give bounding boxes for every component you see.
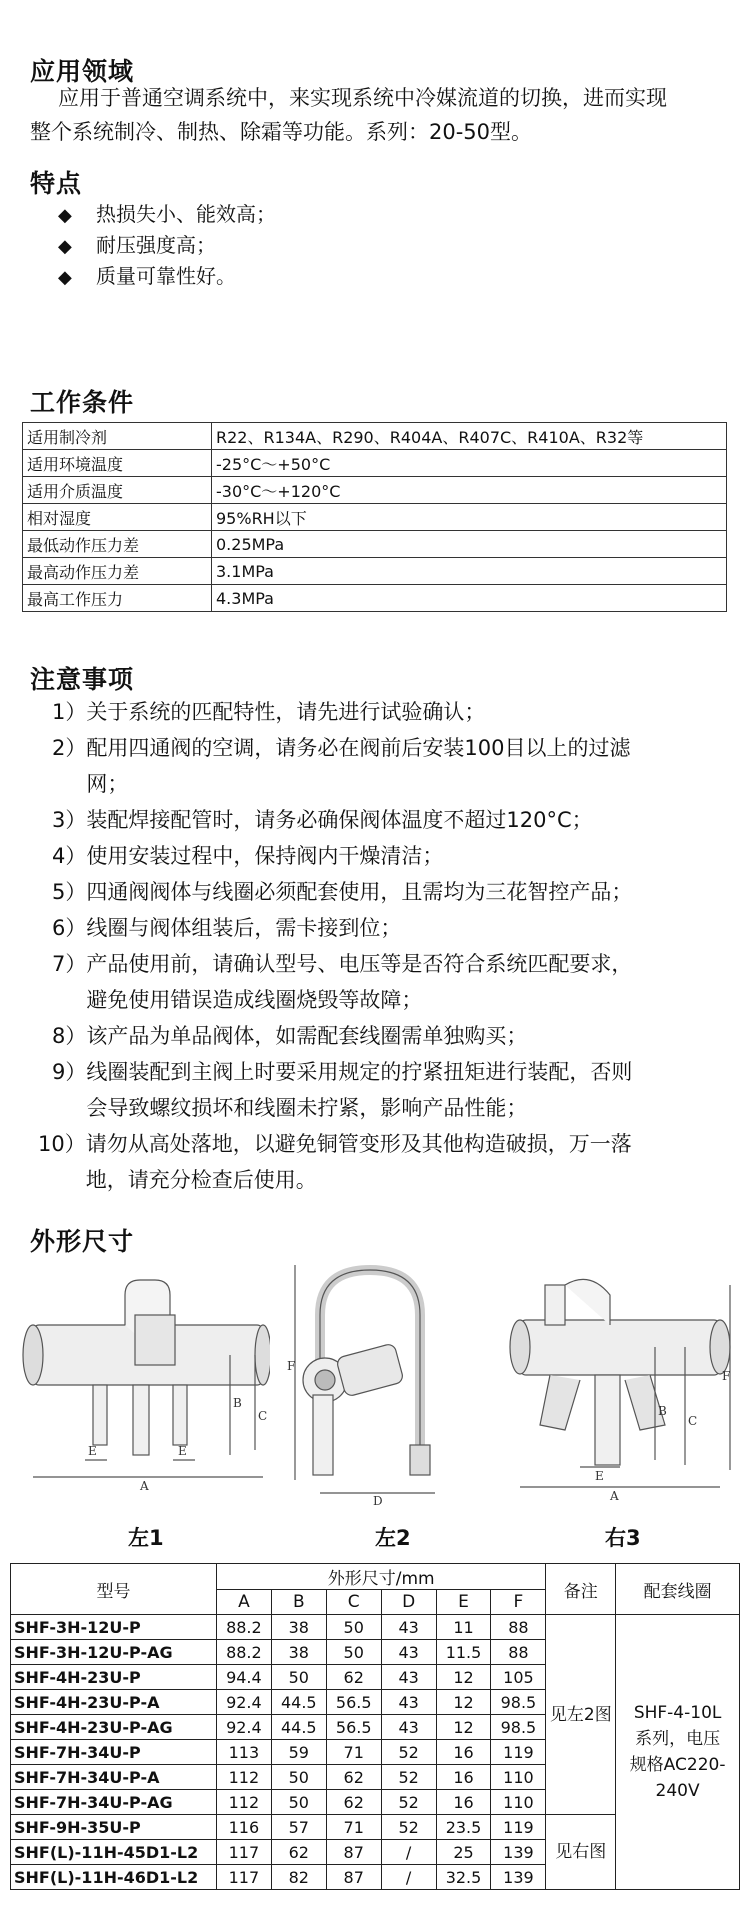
caption-left-1: 左1 [128, 1526, 164, 1550]
note-item: 6） 线圈与阀体组装后，需卡接到位； [52, 916, 402, 940]
conditions-table [22, 422, 727, 612]
header-dimensions: 外形尺寸/mm [216, 1564, 545, 1590]
table-row: SHF(L)-11H-45D1-L2 117 62 87 / 25 139 [11, 1840, 740, 1865]
table-row: SHF-9H-35U-P 116 57 71 52 23.5 119 见右图 [11, 1815, 740, 1840]
remark-see-right: 见右图 [546, 1815, 616, 1890]
note-item: 1） 关于系统的匹配特性，请先进行试验确认； [52, 700, 486, 724]
remark-see-left-2: 见左2图 [546, 1615, 616, 1815]
note-item: 2） 配用四通阀的空调，请务必在阀前后安装100目以上的过滤 网； [52, 736, 631, 796]
diamond-icon: ◆ [58, 236, 72, 257]
table-row: 适用制冷剂 R22、R134A、R290、R404A、R407C、R410A、R32等 [23, 423, 727, 450]
dim-label-a: A [610, 1489, 619, 1503]
table-header-row [11, 1564, 740, 1590]
table-row: SHF-3H-12U-P-AG 88.2 38 50 43 11.5 88 [11, 1640, 740, 1665]
note-item: 10） 请勿从高处落地，以避免铜管变形及其他构造破损，万一落 地，请充分检查后使用。 [38, 1132, 632, 1192]
note-item: 9） 线圈装配到主阀上时要采用规定的拧紧扭矩进行装配，否则 会导致螺纹损坏和线圈未拧紧，影响产品性能； [52, 1060, 633, 1120]
section-title-dimensions: 外形尺寸 [30, 1227, 135, 1256]
table-row: SHF-4H-23U-P-AG 92.4 44.5 56.5 43 12 98.5 [11, 1715, 740, 1740]
table-row: SHF-7H-34U-P-A 112 50 62 52 16 110 [11, 1765, 740, 1790]
dim-label-e: E [595, 1469, 604, 1483]
table-row: SHF-4H-23U-P-A 92.4 44.5 56.5 43 12 98.5 [11, 1690, 740, 1715]
table-row: 最高工作压力 4.3MPa [23, 585, 727, 612]
header-model: 型号 [11, 1564, 217, 1615]
feature-item-3: ◆ 质量可靠性好。 [58, 264, 236, 288]
section-title-notes: 注意事项 [30, 665, 135, 694]
dim-label-a: A [140, 1479, 149, 1493]
table-row: 最高动作压力差 3.1MPa [23, 558, 727, 585]
caption-left-2: 左2 [375, 1526, 411, 1550]
drawing-left-1 [15, 1255, 270, 1505]
coil-spec: SHF-4-10L 系列，电压 规格AC220- 240V [616, 1615, 740, 1890]
dim-label-e: E [88, 1444, 97, 1458]
spec-table [10, 1563, 740, 1890]
dim-label-f: F [287, 1359, 296, 1373]
header-remark: 备注 [546, 1564, 616, 1615]
application-line-1: 应用于普通空调系统中，来实现系统中冷媒流道的切换，进而实现 [58, 86, 667, 110]
note-item: 5） 四通阀阀体与线圈必须配套使用，且需均为三花智控产品； [52, 880, 633, 904]
note-item: 8） 该产品为单品阀体，如需配套线圈需单独购买； [52, 1024, 528, 1048]
table-row: 相对湿度 95%RH以下 [23, 504, 727, 531]
table-header-row: A B C D E F [11, 1590, 740, 1615]
dim-label-e2: E [178, 1444, 187, 1458]
table-row: SHF(L)-11H-46D1-L2 117 82 87 / 32.5 139 [11, 1865, 740, 1890]
dim-label-d: D [373, 1494, 383, 1505]
dim-label-b: B [658, 1404, 667, 1418]
table-row: SHF-7H-34U-P-AG 112 50 62 52 16 110 [11, 1790, 740, 1815]
feature-item-2: ◆ 耐压强度高； [58, 233, 216, 257]
table-row: 适用环境温度 -25°C～+50°C [23, 450, 727, 477]
header-coil: 配套线圈 [616, 1564, 740, 1615]
table-row: SHF-7H-34U-P 113 59 71 52 16 119 [11, 1740, 740, 1765]
note-item: 4） 使用安装过程中，保持阀内干燥清洁； [52, 844, 444, 868]
diamond-icon: ◆ [58, 205, 72, 226]
note-item: 3） 装配焊接配管时，请务必确保阀体温度不超过120°C； [52, 808, 593, 832]
table-row: 适用介质温度 -30°C～+120°C [23, 477, 727, 504]
table-row: SHF-3H-12U-P 88.2 38 50 43 11 88 见左2图 SHF-4-10L 系列，电压 规格AC220- 240V [11, 1615, 740, 1640]
caption-right-3: 右3 [605, 1526, 641, 1550]
application-text [30, 81, 750, 149]
dim-label-b: B [233, 1396, 242, 1410]
dim-label-f: F [722, 1369, 731, 1383]
dim-label-c: C [258, 1409, 268, 1423]
table-row: SHF-4H-23U-P 94.4 50 62 43 12 105 [11, 1665, 740, 1690]
diamond-icon: ◆ [58, 267, 72, 288]
section-title-application: 应用领域 [30, 57, 135, 86]
dim-label-c: C [688, 1414, 698, 1428]
section-title-conditions: 工作条件 [30, 388, 135, 417]
note-item: 7） 产品使用前，请确认型号、电压等是否符合系统匹配要求， 避免使用错误造成线圈烧毁等故障； [52, 952, 633, 1012]
feature-item-1: ◆ 热损失小、能效高； [58, 202, 276, 226]
section-title-features: 特点 [30, 169, 83, 198]
notes-list [38, 694, 732, 1198]
application-line-2: 整个系统制冷、制热、除霜等功能。系列：20-50型。 [30, 120, 533, 144]
table-row: 最低动作压力差 0.25MPa [23, 531, 727, 558]
drawing-left-2 [285, 1255, 485, 1505]
drawing-right-3 [500, 1255, 740, 1505]
